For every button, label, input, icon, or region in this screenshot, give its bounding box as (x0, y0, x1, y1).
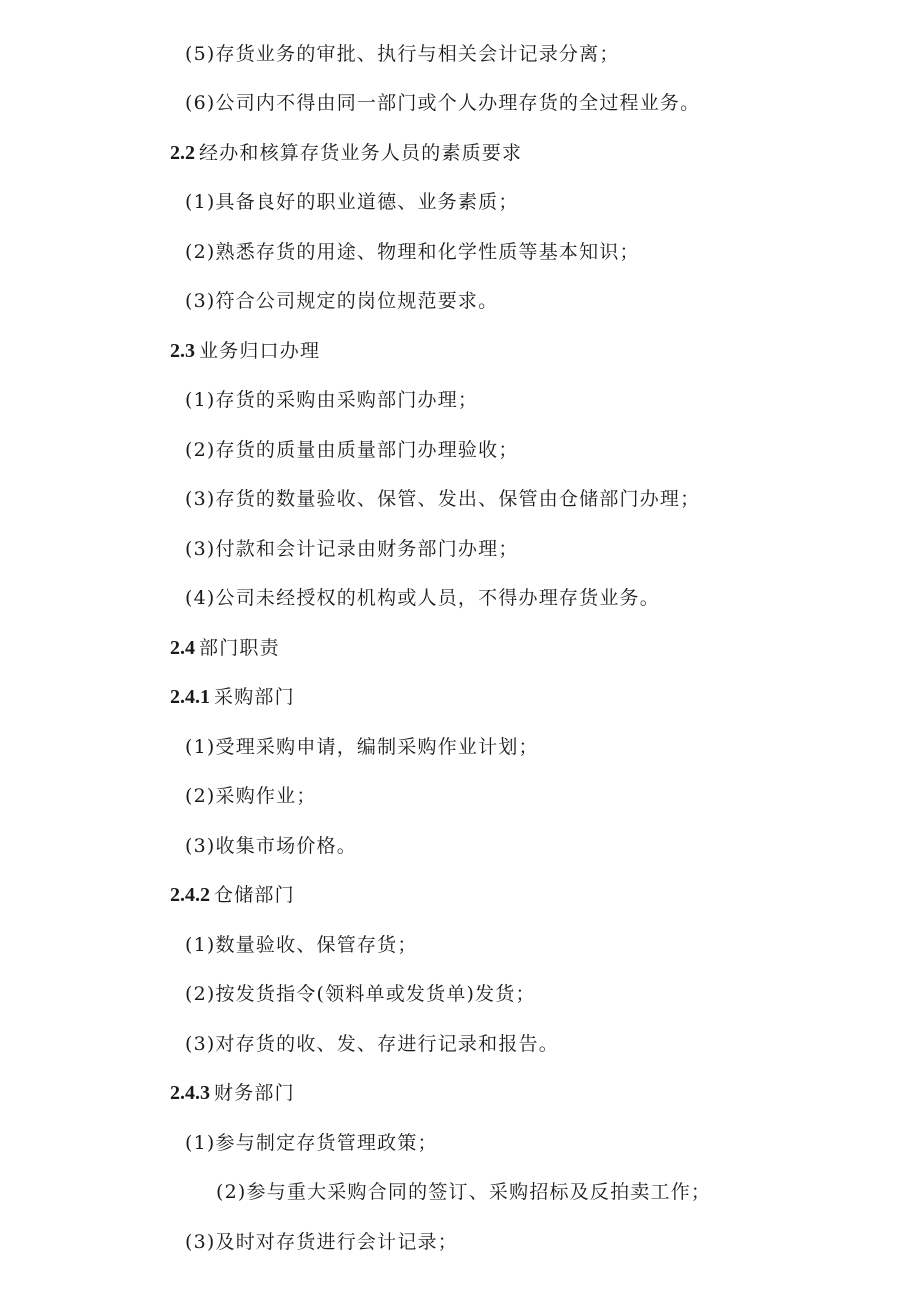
section-number: 2.4 (170, 637, 195, 659)
section-number: 2.4.2 (170, 884, 210, 906)
subsection-heading (170, 1081, 295, 1105)
list-item: (2)参与重大采购合同的签订、采购招标及反拍卖工作； (216, 1181, 712, 1203)
list-item: (1)受理采购申请，编制采购作业计划； (185, 736, 539, 758)
list-item: (3)符合公司规定的岗位规范要求。 (185, 290, 499, 312)
subsection-heading (170, 685, 295, 709)
list-item: (1)存货的采购由采购部门办理； (185, 389, 479, 411)
list-item: (2)熟悉存货的用途、物理和化学性质等基本知识； (185, 241, 640, 263)
section-title: 部门职责 (199, 637, 280, 659)
section-title: 业务归口办理 (199, 340, 321, 362)
section-title: 经办和核算存货业务人员的素质要求 (199, 142, 523, 164)
list-item: (3)存货的数量验收、保管、发出、保管由仓储部门办理； (185, 488, 701, 510)
list-item: (3)收集市场价格。 (185, 835, 357, 857)
list-item: (1)数量验收、保管存货； (185, 934, 418, 956)
list-item: (2)按发货指令(领料单或发货单)发货； (185, 983, 536, 1005)
section-title: 财务部门 (214, 1082, 295, 1104)
list-item: (1)具备良好的职业道德、业务素质； (185, 191, 519, 213)
list-item: (6)公司内不得由同一部门或个人办理存货的全过程业务。 (185, 92, 701, 114)
list-item: (1)参与制定存货管理政策； (185, 1132, 438, 1154)
section-number: 2.2 (170, 142, 195, 164)
list-item: (4)公司未经授权的机构或人员，不得办理存货业务。 (185, 587, 660, 609)
section-heading (170, 636, 280, 660)
section-heading (170, 339, 320, 363)
section-number: 2.3 (170, 340, 195, 362)
section-heading (170, 141, 522, 165)
subsection-heading (170, 883, 295, 907)
list-item: (3)付款和会计记录由财务部门办理； (185, 538, 519, 560)
section-number: 2.4.1 (170, 686, 210, 708)
list-item: (3)对存货的收、发、存进行记录和报告。 (185, 1033, 559, 1055)
section-title: 采购部门 (214, 686, 295, 708)
list-item: (2)存货的质量由质量部门办理验收； (185, 439, 519, 461)
list-item: (5)存货业务的审批、执行与相关会计记录分离； (185, 43, 620, 65)
list-item: (2)采购作业； (185, 785, 317, 807)
section-title: 仓储部门 (214, 884, 295, 906)
section-number: 2.4.3 (170, 1082, 210, 1104)
list-item: (3)及时对存货进行会计记录； (185, 1231, 458, 1253)
